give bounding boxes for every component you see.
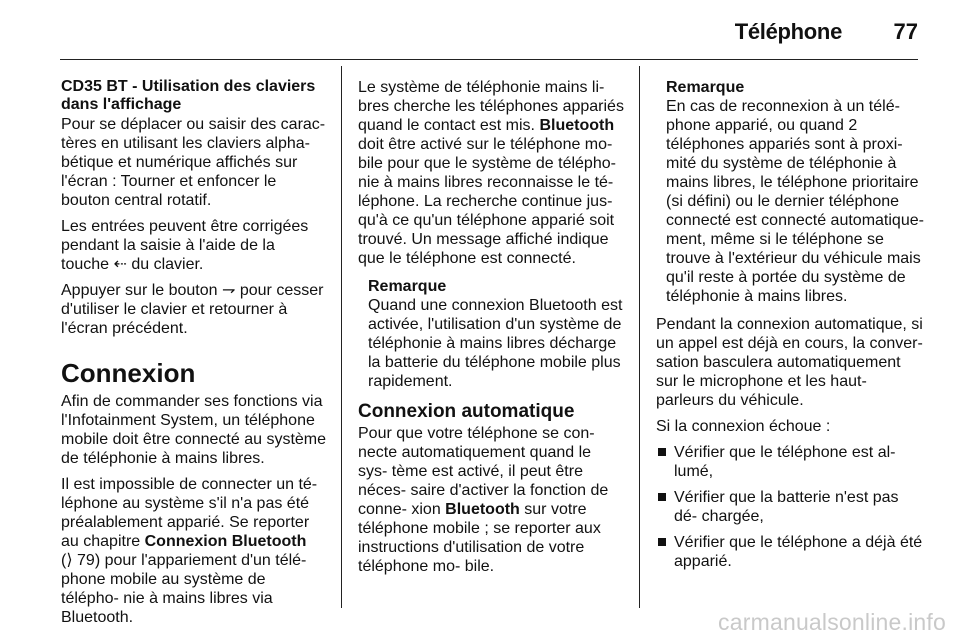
- column-2: [358, 78, 624, 583]
- note-box: [358, 277, 624, 391]
- page-number: 77: [893, 19, 918, 44]
- back-button-icon: ⇁: [222, 282, 236, 299]
- bold-term: Bluetooth: [445, 501, 520, 518]
- column-divider: [639, 66, 640, 608]
- paragraph: Afin de commander ses fonctions via l'Infotainment System, un téléphone mobile doit être connecté au système de téléphonie à mains libres.: [61, 393, 327, 467]
- note-title: Remarque: [666, 79, 745, 96]
- note-box: [656, 78, 924, 306]
- column-3: [656, 78, 924, 578]
- paragraph: Pendant la connexion automatique, si un appel est déjà en cours, la conver- sation basculera automatiquement sur le microphone et les haut-parleurs du véhicule.: [656, 316, 923, 409]
- paragraph: Les entrées peuvent être corrigées pendant la saisie à l'aide de la touche ⇠ du clavier.: [61, 218, 309, 273]
- paragraph-text: Il est impossible de connecter un té- léphone au système s'il n'a pas été préalablement apparié. Se reporter au chapitre: [61, 476, 318, 550]
- list-item: [656, 488, 924, 526]
- paragraph: [61, 281, 327, 338]
- paragraph: [358, 78, 624, 268]
- section-heading: Connexion automatique: [358, 401, 575, 422]
- paragraph: Pour se déplacer ou saisir des carac- tères en utilisant les claviers alpha- bétique et numérique affichés sur l'écran : Tourner et enfoncer le bouton central rotatif.: [61, 116, 326, 209]
- subsection-heading: CD35 BT - Utilisation des claviers dans l'affichage: [61, 78, 316, 113]
- paragraph-text: Appuyer sur le bouton: [61, 282, 218, 299]
- paragraph-text: sur votre téléphone mobile ; se reporter aux instructions d'utilisation de votre téléphone mo- bile.: [358, 501, 601, 575]
- list-item-text: Vérifier que le téléphone est al- lumé,: [674, 444, 896, 480]
- column-divider: [341, 66, 342, 608]
- bold-term: Bluetooth: [539, 117, 615, 134]
- square-bullet-icon: [658, 448, 666, 456]
- paragraph: [61, 475, 327, 627]
- page-title: Téléphone: [734, 19, 842, 44]
- paragraph: Si la connexion échoue :: [656, 418, 831, 435]
- watermark: carmanualsonline.info: [718, 609, 946, 635]
- bullet-list: [656, 443, 924, 571]
- note-text: En cas de reconnexion à un télé- phone apparié, ou quand 2 téléphones appariés sont à proxi- mité du système de téléphonie à mains libres, le téléphone prioritaire (si défini) ou le dernier téléphone connecté est connecté automatique- ment, même si le téléphone se trouve à l'extérieur du véhicule mais qu'il reste à portée du système de téléphonie à mains libres.: [666, 98, 924, 305]
- note-title: Remarque: [368, 278, 447, 295]
- list-item: [656, 443, 924, 481]
- column-1: [61, 78, 327, 634]
- chapter-reference: Connexion Bluetooth: [144, 533, 307, 550]
- list-item-text: Vérifier que le téléphone a déjà été apparié.: [674, 534, 923, 570]
- header-rule: [60, 59, 918, 60]
- paragraph-text: pour cesser d'utiliser le clavier et retourner à l'écran précédent.: [61, 282, 324, 337]
- paragraph-text: pour l'appariement d'un télé- phone mobile au système de télépho- nie à mains libres via Bluetooth.: [61, 552, 307, 626]
- paragraph: [358, 424, 624, 576]
- square-bullet-icon: [658, 493, 666, 501]
- square-bullet-icon: [658, 538, 666, 546]
- page-header: [0, 0, 960, 60]
- page-reference: (⟩ 79): [61, 552, 101, 569]
- list-item: [656, 533, 924, 571]
- paragraph-text: Pour que votre téléphone se con- necte automatiquement quand le sys- tème est activé, il peut être néces- saire d'activer la fonction de conne- xion: [358, 425, 609, 518]
- note-text: Quand une connexion Bluetooth est activée, l'utilisation d'un système de téléphonie à mains libres décharge la batterie du téléphone mobile plus rapidement.: [368, 297, 623, 390]
- paragraph-text: Le système de téléphonie mains li- bres cherche les téléphones appariés quand le contact est mis.: [358, 79, 624, 134]
- section-heading: Connexion: [61, 358, 196, 388]
- list-item-text: Vérifier que la batterie n'est pas dé- chargée,: [674, 489, 899, 525]
- paragraph-text: doit être activé sur le téléphone mo- bile pour que le système de télépho- nie à mains libres reconnaisse le té- léphone. La recherche continue jus- qu'à ce qu'un téléphone apparié soit trouvé. Un message affiché indique que le téléphone est connecté.: [358, 136, 616, 267]
